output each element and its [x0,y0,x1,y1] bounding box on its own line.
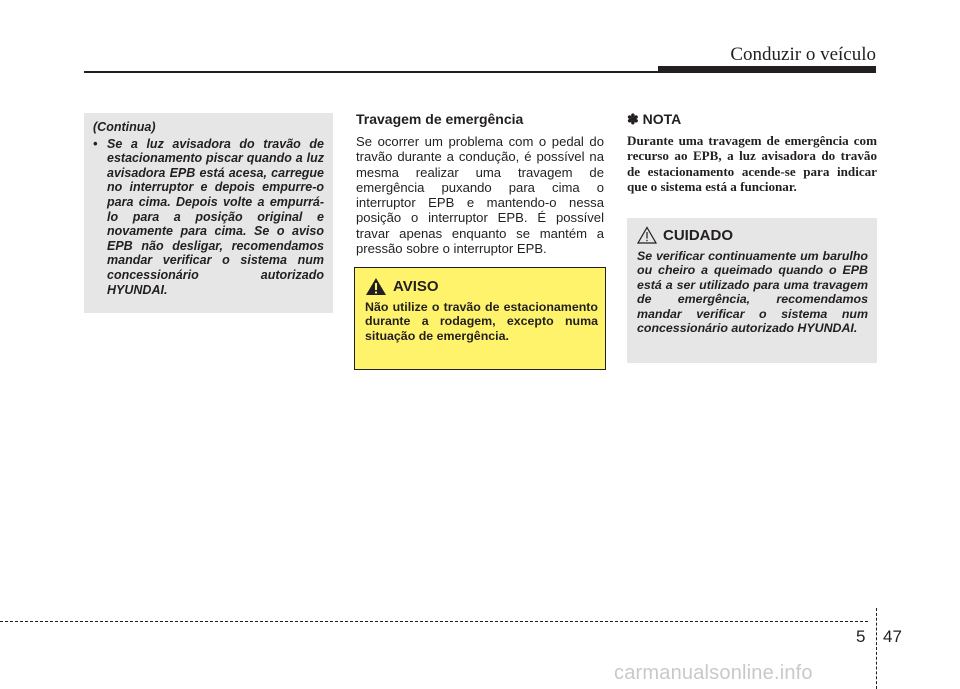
aviso-warning-box [354,267,606,370]
chapter-number: 5 [856,627,866,646]
continued-note-box [84,113,333,313]
emergency-section [356,111,604,256]
warning-triangle-outline-icon [637,226,657,244]
cuidado-caution-box [627,218,877,363]
bullet-item [93,137,324,298]
aviso-heading [365,277,598,296]
cuidado-title: CUIDADO [663,226,733,244]
nota-title: ✽ NOTA [627,111,682,127]
aviso-text: Não utilize o travão de estacionamento durante a rodagem, excepto numa situação de emergência. [365,300,598,343]
emergency-body: Se ocorrer um problema com o pedal do travão durante a condução, é possível na mesma realizar uma travagem de emergência puxando para cima o interruptor EPB e mantendo-o nessa posição o interruptor EPB. É possível travar apenas enquanto se mantém a pressão sobre o interruptor EPB. [356,134,604,257]
nota-section [627,111,877,195]
footer-dashed-rule [0,621,868,622]
page-number: 47 [883,627,902,646]
footer-vertical-dashed-rule [876,608,877,689]
nota-text: Durante uma travagem de emergência com recurso ao EPB, a luz avisadora do travão de estacionamento acende-se para indicar que o sistema está a funcionar. [627,133,877,195]
chapter-title: Conduzir o veículo [730,44,876,65]
aviso-title: AVISO [393,278,439,295]
header-rule [84,71,660,73]
header-bar [658,66,876,73]
bullet-text: Se a luz avisadora do travão de estacionamento piscar quando a luz avisadora EPB está acesa, carregue no interruptor e depois empurre-o para cima. Depois volte a empurrá-lo para a posição original e novamente para cima. Se o aviso EPB não desligar, recomendamos mandar verificar o sistema num concessionário autorizado HYUNDAI. [107,136,324,297]
bullet-mark: • [93,136,98,151]
continued-heading: (Continua) [93,120,156,134]
watermark: carmanualsonline.info [614,662,813,684]
cuidado-heading [637,226,868,244]
cuidado-text: Se verificar continuamente um barulho ou cheiro a queimado quando o EPB está a ser utilizado para uma travagem de emergência, recomendamos mandar verificar o sistema num concessionário autorizado HYUNDAI. [637,249,868,336]
emergency-title: Travagem de emergência [356,111,524,127]
warning-triangle-filled-icon [365,277,387,296]
